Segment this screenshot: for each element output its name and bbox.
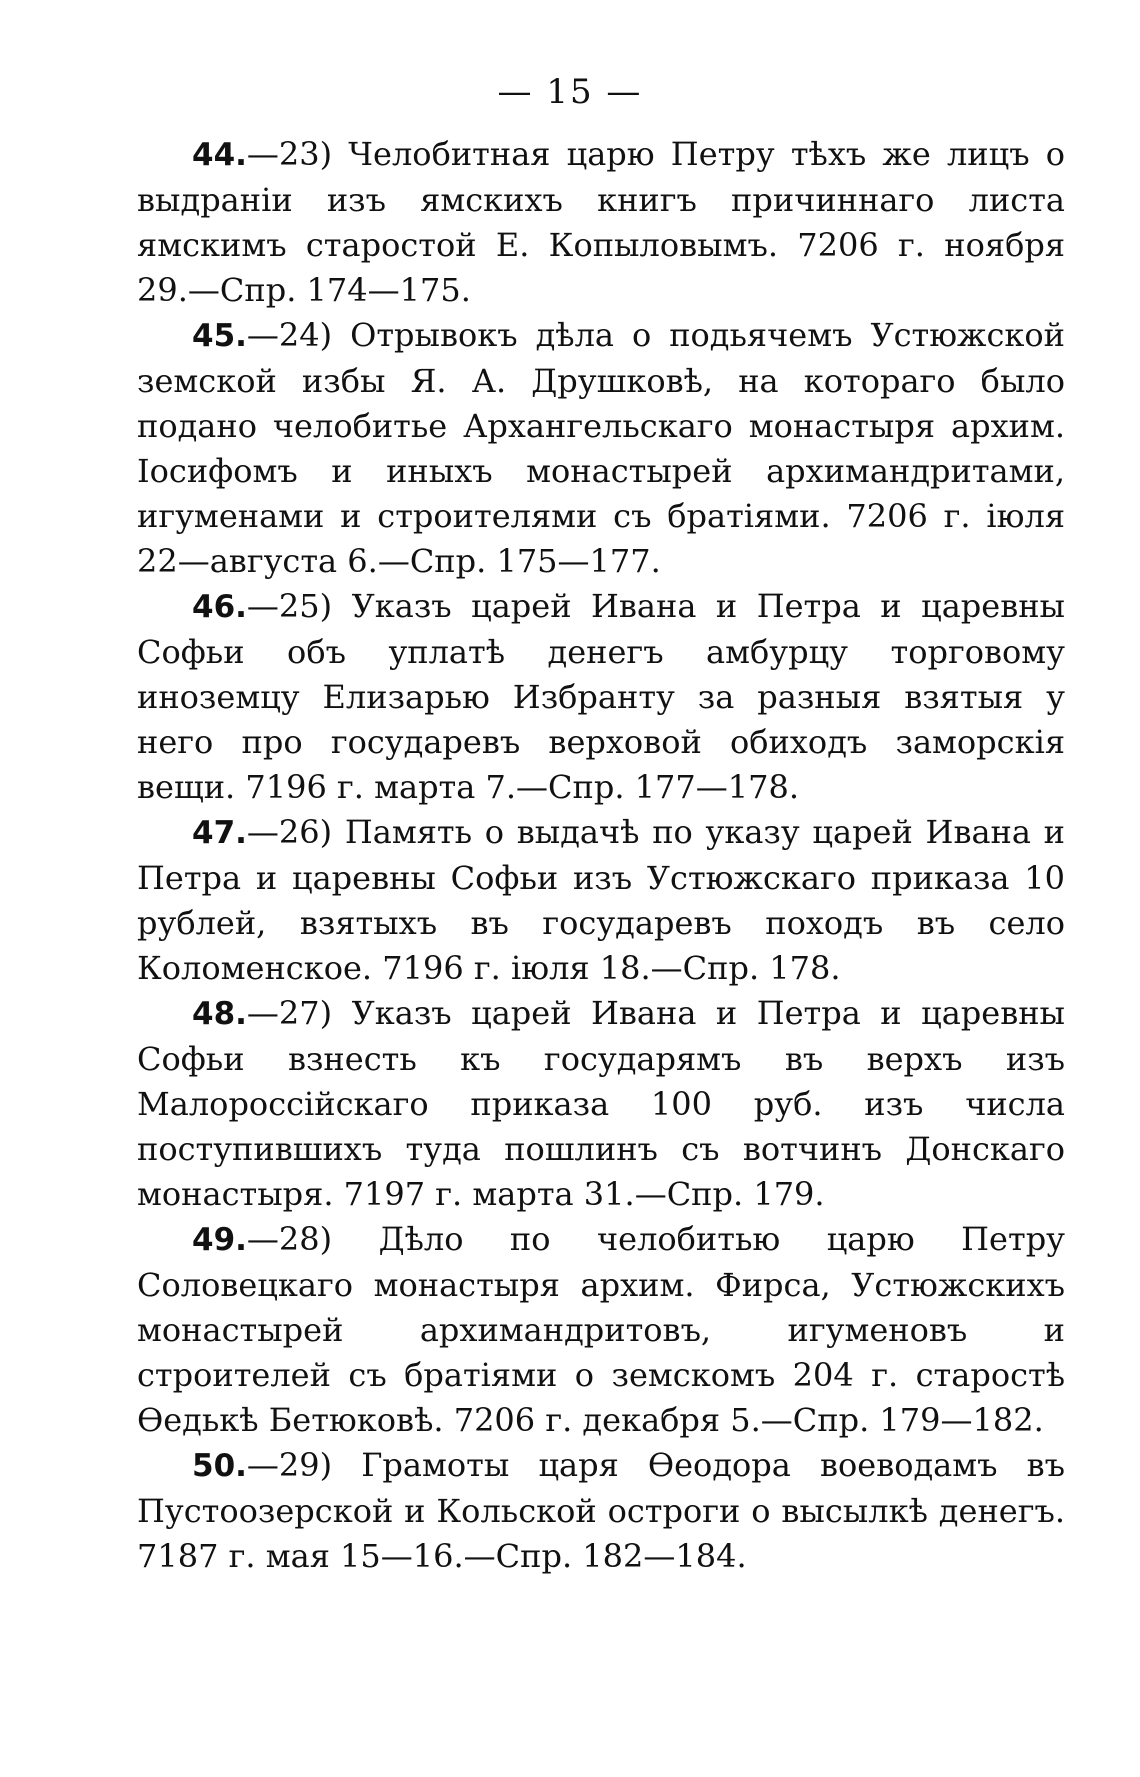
entry-number: 49. xyxy=(192,1222,247,1258)
entry-45 xyxy=(137,313,1065,584)
entry-47 xyxy=(137,810,1065,991)
entry-48 xyxy=(137,991,1065,1217)
entry-number: 50. xyxy=(192,1448,247,1484)
entry-50 xyxy=(137,1443,1065,1579)
entry-number: 47. xyxy=(192,815,247,851)
entry-text: —25) Указъ царей Ивана и Петра и царевны Софьи объ уплатѣ денегъ амбурцу торговому иноземцу Елизарью Избранту за разныя взятыя у него про государевъ верховой обиходъ заморскiя вещи. 7196 г. марта 7.—Спр. 177—178. xyxy=(137,587,1065,806)
entry-46 xyxy=(137,584,1065,810)
entry-44 xyxy=(137,132,1065,313)
entries-list xyxy=(137,132,1065,1579)
entry-text: —23) Челобитная царю Петру тѣхъ же лицъ о выдранiи изъ ямскихъ книгъ причиннаго листа ямскимъ старостой Е. Копыловымъ. 7206 г. ноября 29.—Спр. 174—175. xyxy=(137,135,1065,309)
entry-text: —28) Дѣло по челобитью царю Петру Соловецкаго монастыря архим. Фирса, Устюжскихъ монастырей архимандритовъ, игуменовъ и строителей съ братiями о земскомъ 204 г. старостѣ Ѳедькѣ Бетюковѣ. 7206 г. декабря 5.—Спр. 179—182. xyxy=(137,1220,1065,1439)
entry-49 xyxy=(137,1217,1065,1443)
entry-number: 44. xyxy=(192,137,247,173)
entry-text: —29) Грамоты царя Ѳеодора воеводамъ въ Пустоозерской и Кольской остроги о высылкѣ денегъ. 7187 г. мая 15—16.—Спр. 182—184. xyxy=(137,1446,1065,1575)
entry-text: —24) Отрывокъ дѣла о подьячемъ Устюжской земской избы Я. А. Друшковѣ, на котораго было подано челобитье Архангельскаго монастыря архим. Іосифомъ и иныхъ монастырей архимандритами, игуменами и строителями съ братiями. 7206 г. iюля 22—августа 6.—Спр. 175—177. xyxy=(137,316,1065,580)
page-number: — 15 — xyxy=(497,72,643,112)
entry-number: 48. xyxy=(192,996,247,1032)
entry-number: 45. xyxy=(192,318,247,354)
entry-text: —26) Память о выдачѣ по указу царей Ивана и Петра и царевны Софьи изъ Устюжскаго приказа 10 рублей, взятыхъ въ государевъ походъ въ село Коломенское. 7196 г. iюля 18.—Спр. 178. xyxy=(137,813,1065,987)
entry-text: —27) Указъ царей Ивана и Петра и царевны Софьи взнесть къ государямъ въ верхъ изъ Малороссiйскаго приказа 100 руб. изъ числа поступившихъ туда пошлинъ съ вотчинъ Донскаго монастыря. 7197 г. марта 31.—Спр. 179. xyxy=(137,994,1065,1213)
entry-number: 46. xyxy=(192,589,247,625)
